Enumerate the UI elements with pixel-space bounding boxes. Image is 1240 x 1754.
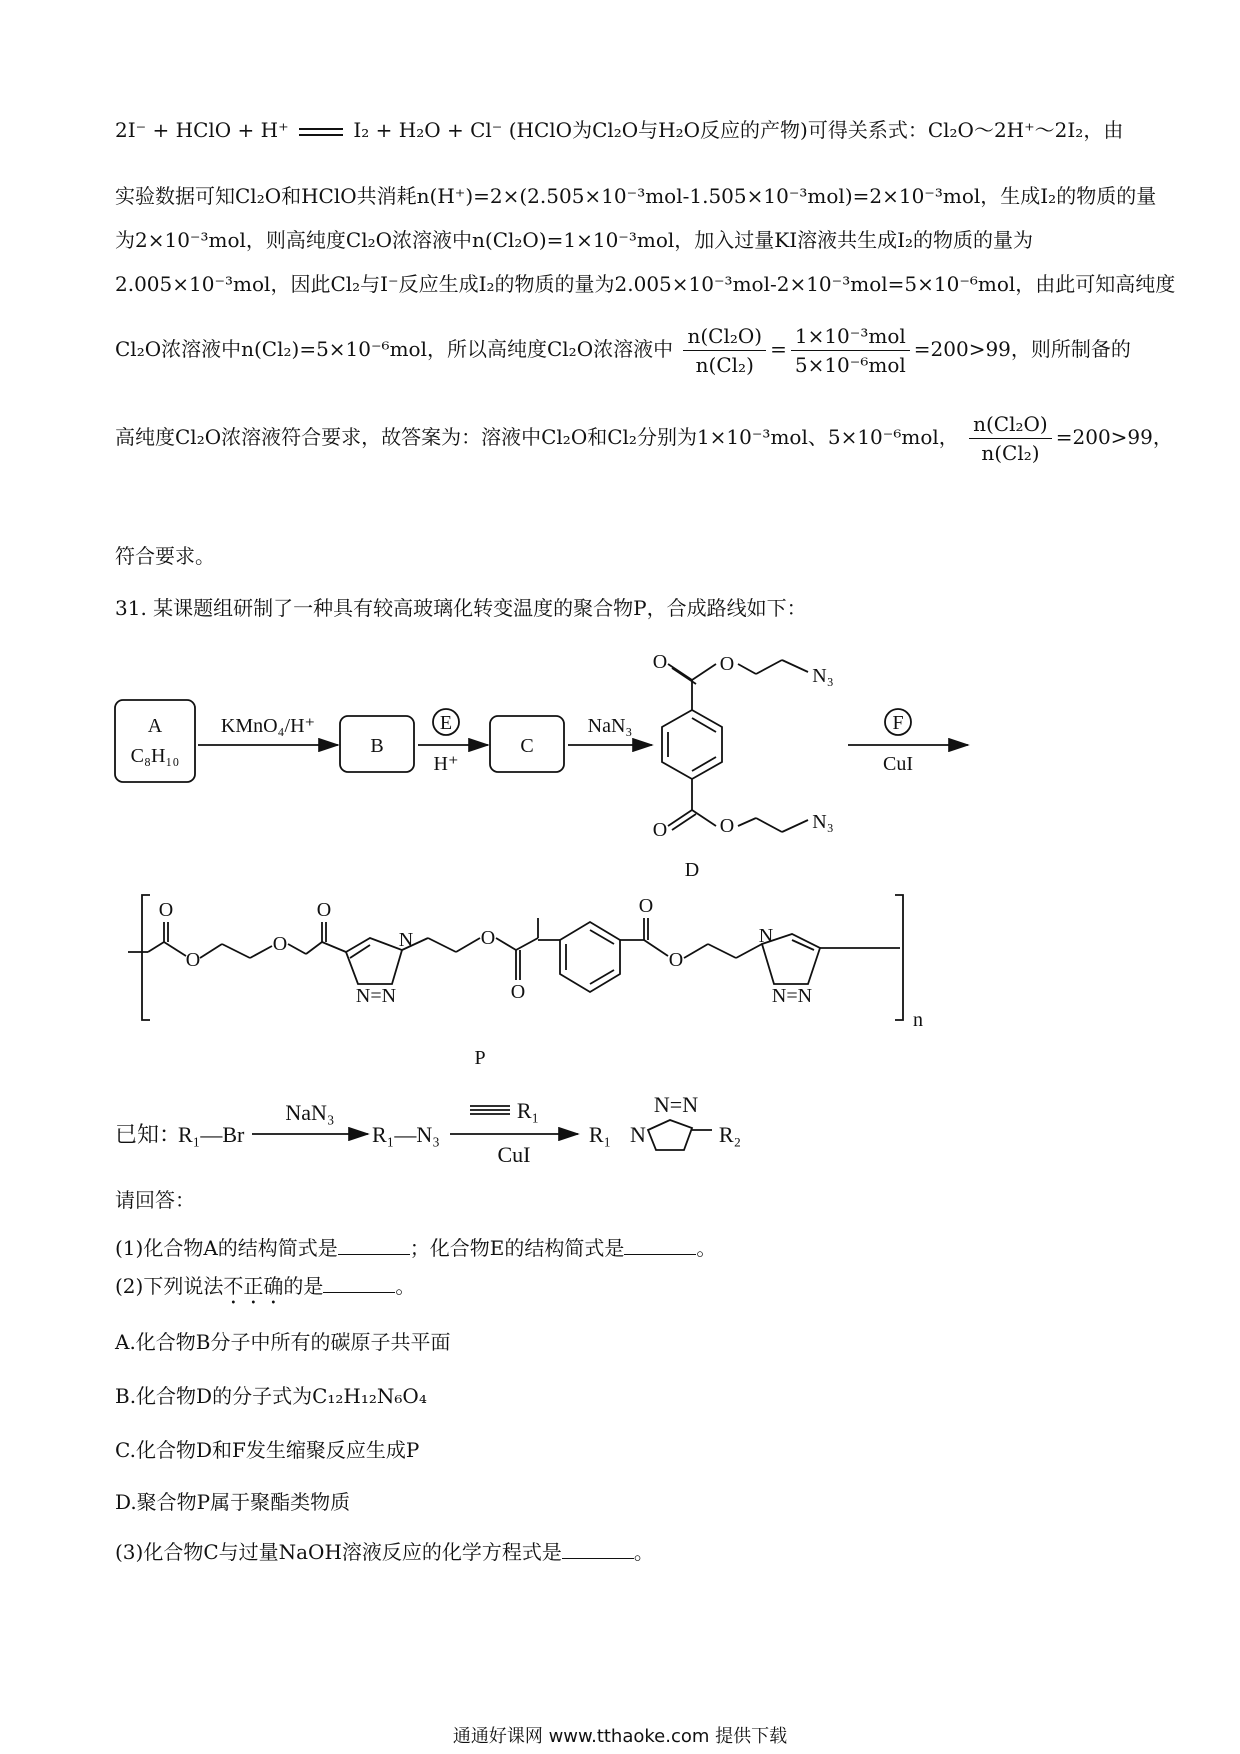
answer-denominator: n(Cl₂): [981, 441, 1040, 465]
ask-line: 请回答：: [115, 1188, 195, 1212]
q2-prefix: (2)下列说法: [115, 1274, 224, 1298]
footer-credit: 通通好课网 www.tthaoke.com 提供下载: [452, 1726, 788, 1747]
ratio-denominator: n(Cl₂): [695, 353, 754, 377]
bracket-right: [895, 895, 903, 1020]
option-c: C.化合物D和F发生缩聚反应生成P: [115, 1438, 420, 1462]
box-a-formula: C₈H₁₀: [130, 745, 180, 767]
line5-prefix: Cl₂O浓溶液中n(Cl₂)=5×10⁻⁶mol，所以高纯度Cl₂O浓溶液中: [115, 337, 674, 361]
triazole-1: [346, 938, 402, 984]
known-alkyne-r1: R₁: [516, 1098, 540, 1123]
option-a: A.化合物B分子中所有的碳原子共平面: [115, 1330, 451, 1354]
p-nn-2: N=N: [771, 985, 813, 1007]
paragraph-line-4: 2.005×10⁻³mol，因此Cl₂与I⁻反应生成I₂的物质的量为2.005×10⁻³mol-2×10⁻³mol=5×10⁻⁶mol，由此可知高纯度: [115, 272, 1176, 296]
paragraph-line-7: 符合要求。: [115, 544, 215, 568]
paragraph-line-6: [115, 412, 1173, 465]
p-n-2: N: [758, 925, 774, 947]
box-b-label: B: [370, 735, 384, 757]
known-product-r1: R₁: [588, 1122, 612, 1147]
p-o-6: O: [510, 981, 526, 1003]
q2-emphasis: 不正确: [223, 1274, 284, 1298]
known-prefix: 已知：: [115, 1122, 182, 1147]
ratio-numerator: n(Cl₂O): [683, 324, 766, 351]
h-plus-label: H⁺: [433, 753, 459, 775]
circle-f-label: F: [892, 712, 904, 734]
known-reaction: [0, 1090, 1240, 1170]
known-product-n: N: [630, 1122, 646, 1147]
question-text: 某课题组研制了一种具有较高玻璃化转变温度的聚合物P，合成路线如下：: [153, 596, 807, 620]
reaction-note: (HClO为Cl₂O与H₂O反应的产物)可得关系式：Cl₂O～2H⁺～2I₂，由: [508, 118, 1124, 142]
benzene-p: [560, 922, 620, 992]
q3-end: 。: [633, 1540, 654, 1564]
q1-end: 。: [696, 1236, 717, 1260]
option-b: B.化合物D的分子式为C₁₂H₁₂N₆O₄: [115, 1384, 427, 1408]
line6-prefix: 高纯度Cl₂O浓溶液符合要求，故答案为：溶液中Cl₂O和Cl₂分别为1×10⁻³mol、5×10⁻⁶mol，: [115, 425, 959, 449]
reaction-left: 2I⁻ + HClO + H⁺: [115, 118, 289, 142]
p-o-7: O: [638, 895, 654, 917]
q3-blank[interactable]: [562, 1540, 634, 1559]
question-3: [115, 1540, 654, 1564]
known-r1br: R₁—Br: [178, 1122, 245, 1147]
line6-suffix: =200>99，: [1055, 425, 1173, 449]
question-stem: [115, 596, 807, 620]
p-o-5: O: [480, 927, 496, 949]
value-denominator: 5×10⁻⁶mol: [794, 353, 906, 377]
p-subscript-n: n: [913, 1009, 923, 1031]
d-o-top-ester: O: [719, 653, 735, 675]
q1-part-a: (1)化合物A的结构简式是: [115, 1236, 338, 1260]
d-n3-bottom: N₃: [812, 811, 834, 833]
reagent-kmno4: KMnO₄/H⁺: [220, 715, 316, 737]
p-n-1: N: [398, 929, 414, 951]
question-2: [115, 1274, 415, 1309]
d-n3-top: N₃: [812, 665, 834, 687]
box-c-label: C: [520, 735, 534, 757]
value-fraction: [791, 324, 910, 377]
q3-prefix: (3)化合物C与过量NaOH溶液反应的化学方程式是: [115, 1540, 562, 1564]
question-1: [115, 1236, 716, 1260]
cui-label: CuI: [883, 753, 913, 775]
line5-suffix: =200>99，则所制备的: [913, 337, 1131, 361]
question-number: 31.: [115, 596, 147, 620]
answer-fraction: [969, 412, 1052, 465]
reaction-right: I₂ + H₂O + Cl⁻: [353, 118, 503, 142]
known-r1n3: R₁—N₃: [372, 1122, 440, 1147]
p-o-2: O: [185, 949, 201, 971]
circle-e-label: E: [439, 712, 453, 734]
p-label: P: [474, 1047, 486, 1069]
p-o-3: O: [272, 933, 288, 955]
known-product-r2: R₂: [718, 1122, 742, 1147]
p-o-8: O: [668, 949, 684, 971]
d-o-bottom: O: [652, 819, 668, 841]
known-product-nn: N=N: [653, 1092, 699, 1117]
box-a: [115, 700, 195, 782]
benzene-d: [662, 710, 722, 779]
ratio-fraction: [683, 324, 766, 377]
p-o-1: O: [158, 899, 174, 921]
bracket-left: [142, 895, 150, 1020]
paragraph-line-3: 为2×10⁻³mol，则高纯度Cl₂O浓溶液中n(Cl₂O)=1×10⁻³mol，加入过量KI溶液共生成I₂的物质的量为: [115, 228, 1034, 252]
synthesis-scheme: [0, 640, 1240, 1090]
p-nn-1: N=N: [355, 985, 397, 1007]
reagent-nan3: NaN₃: [587, 715, 633, 737]
q2-blank[interactable]: [323, 1274, 395, 1293]
equals-sign: [299, 128, 343, 136]
option-d: D.聚合物P属于聚酯类物质: [115, 1490, 351, 1514]
q1-blank-a[interactable]: [338, 1236, 410, 1255]
d-label: D: [684, 859, 700, 881]
paragraph-line-2: 实验数据可知Cl₂O和HClO共消耗n(H⁺)=2×(2.505×10⁻³mol-1.505×10⁻³mol)=2×10⁻³mol，生成I₂的物质的量: [115, 184, 1157, 208]
q2-suffix: 的是: [283, 1274, 324, 1298]
value-numerator: 1×10⁻³mol: [791, 324, 910, 351]
known-nan3: NaN₃: [285, 1100, 335, 1125]
q1-blank-b[interactable]: [624, 1236, 696, 1255]
known-cui: CuI: [497, 1142, 531, 1167]
box-a-label: A: [147, 715, 163, 737]
d-o-bottom-ester: O: [719, 815, 735, 837]
d-o-top: O: [652, 651, 668, 673]
paragraph-line-5: Cl₂O浓溶液中n(Cl₂)=5×10⁻⁶mol，所以高纯度Cl₂O浓溶液中 $\frac{\text{n(Cl₂O)}}{\text{n(Cl₂)}}$ = $\frac{\text{1×10⁻³mol}}{\text{5×10⁻⁶mol}}$ =200>99，则所制备的: [115, 324, 1131, 377]
q1-part-b: ；化合物E的结构简式是: [409, 1236, 625, 1260]
reaction-line: [115, 118, 1123, 142]
p-o-4: O: [316, 899, 332, 921]
q2-end: 。: [395, 1274, 416, 1298]
answer-numerator: n(Cl₂O): [969, 412, 1052, 439]
